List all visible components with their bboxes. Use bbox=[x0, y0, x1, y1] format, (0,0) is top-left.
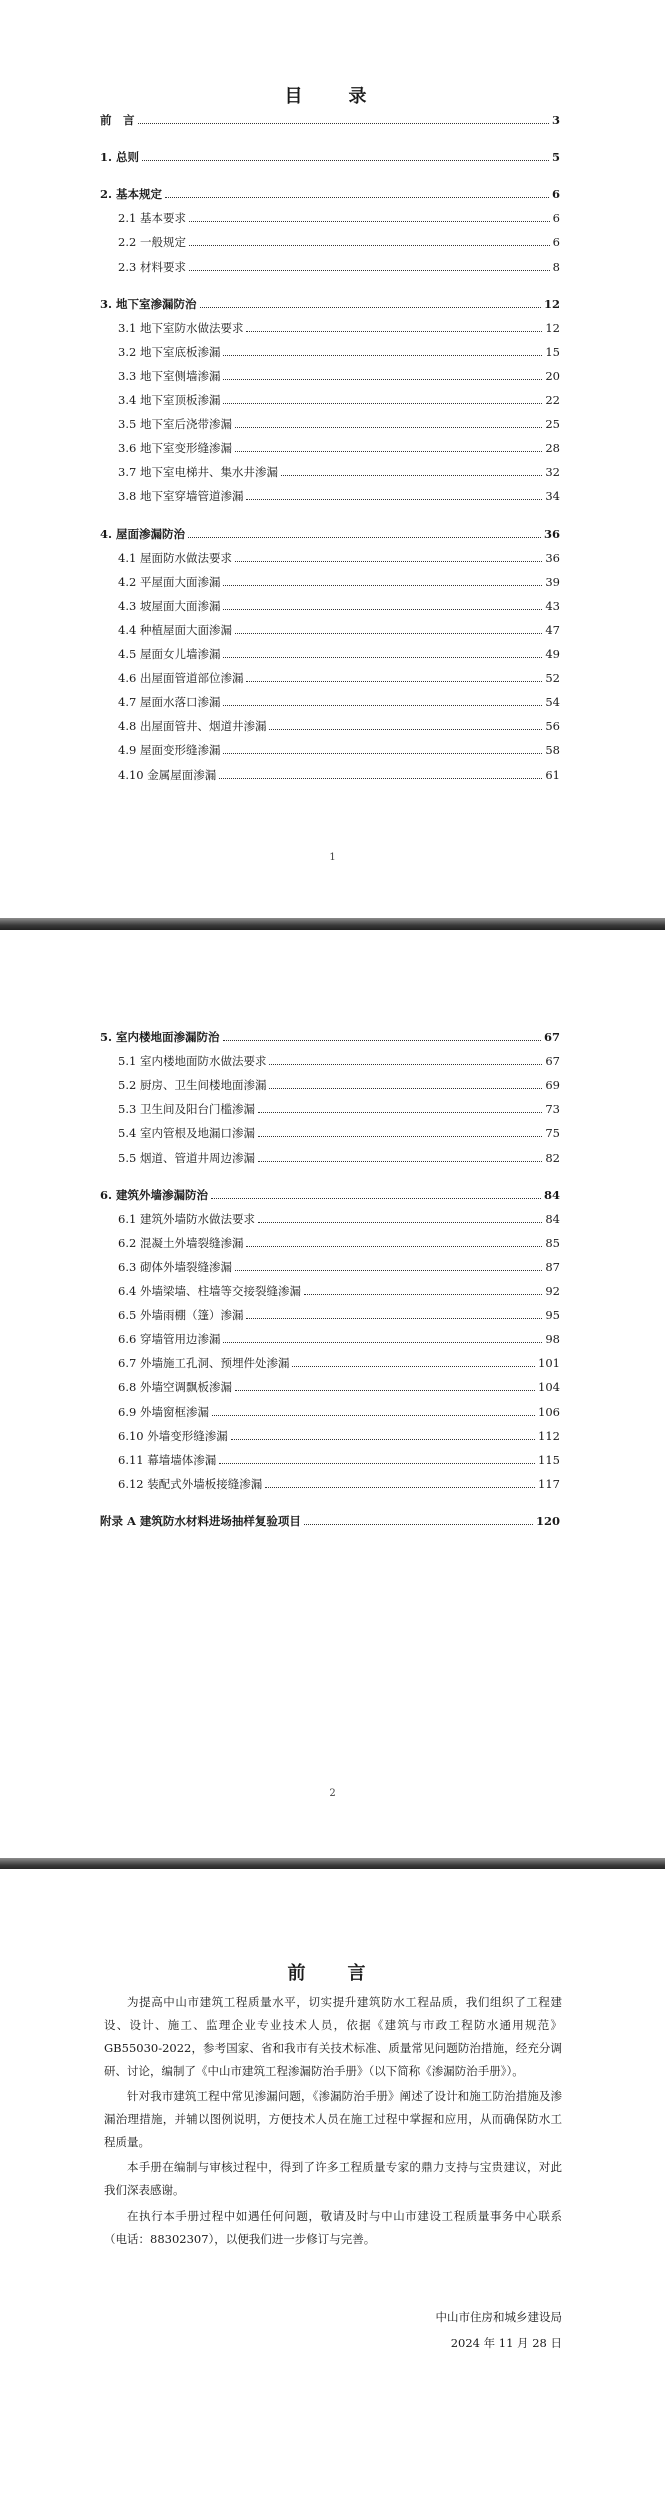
toc-leader-dots bbox=[223, 609, 542, 610]
toc-leader-dots bbox=[235, 427, 542, 428]
toc-entry-page: 54 bbox=[545, 695, 560, 710]
toc-entry[interactable] bbox=[118, 392, 560, 408]
toc-entry[interactable] bbox=[118, 670, 560, 686]
toc-entry-label: 6.3 砌体外墙裂缝渗漏 bbox=[118, 1259, 232, 1274]
toc-entry-page: 6 bbox=[551, 187, 560, 202]
toc-leader-dots bbox=[223, 753, 542, 754]
toc-entry[interactable] bbox=[100, 1187, 560, 1203]
toc-entry[interactable] bbox=[118, 259, 560, 275]
toc-entry-page: 73 bbox=[545, 1102, 560, 1117]
page-number: 1 bbox=[329, 852, 336, 863]
toc-entry[interactable] bbox=[118, 1053, 560, 1069]
toc-leader-dots bbox=[258, 1112, 542, 1113]
toc-entry-page: 8 bbox=[552, 259, 560, 274]
toc-entry-label: 5.5 烟道、管道井周边渗漏 bbox=[118, 1150, 255, 1165]
toc-entry-label: 4.7 屋面水落口渗漏 bbox=[118, 695, 221, 710]
toc-entry-page: 61 bbox=[545, 767, 560, 782]
toc-entry[interactable] bbox=[118, 574, 560, 590]
toc-entry-page: 120 bbox=[535, 1513, 560, 1528]
toc-entry-page: 12 bbox=[543, 296, 560, 311]
toc-entry-label: 6.5 外墙雨棚（篷）渗漏 bbox=[118, 1308, 244, 1323]
preface-paragraph-2: 针对我市建筑工程中常见渗漏问题，《渗漏防治手册》阐述了设计和施工防治措施及渗漏治理措施，并辅以图例说明，方便技术人员在施工过程中掌握和应用，从而确保防水工程质量。 bbox=[104, 2089, 562, 2149]
toc-entry[interactable] bbox=[118, 767, 560, 783]
toc-leader-dots bbox=[235, 561, 542, 562]
toc-entry-label: 4.5 屋面女儿墙渗漏 bbox=[118, 647, 221, 661]
toc-leader-dots bbox=[304, 1294, 542, 1295]
toc-entry[interactable] bbox=[118, 1150, 560, 1166]
toc-entry[interactable] bbox=[118, 1331, 560, 1347]
toc-entry-label: 6. 建筑外墙渗漏防治 bbox=[100, 1187, 209, 1202]
toc-leader-dots bbox=[212, 1415, 535, 1416]
toc-entry-label: 3.6 地下室变形缝渗漏 bbox=[118, 441, 232, 456]
page-number: 2 bbox=[329, 1788, 336, 1799]
toc-leader-dots bbox=[265, 1487, 535, 1488]
toc-entry-label: 2.3 材料要求 bbox=[118, 259, 186, 274]
toc-entry-page: 32 bbox=[545, 465, 560, 480]
toc-leader-dots bbox=[189, 270, 550, 271]
toc-entry[interactable] bbox=[118, 1452, 560, 1468]
toc-entry-page: 67 bbox=[543, 1030, 560, 1044]
toc-leader-dots bbox=[223, 1342, 542, 1343]
toc-entry-label: 3.2 地下室底板渗漏 bbox=[118, 344, 221, 359]
toc-entry-label: 4.2 平屋面大面渗漏 bbox=[118, 574, 221, 589]
toc-entry-label: 6.7 外墙施工孔洞、预埋件处渗漏 bbox=[118, 1356, 290, 1371]
toc-entry-page: 34 bbox=[545, 489, 560, 504]
preface-page bbox=[0, 1869, 665, 2507]
toc-entry[interactable] bbox=[100, 526, 560, 542]
toc-entry[interactable] bbox=[118, 622, 560, 638]
toc-leader-dots bbox=[223, 1040, 541, 1041]
toc-entry[interactable] bbox=[100, 1513, 560, 1529]
toc-title: 目 录 bbox=[284, 86, 381, 107]
toc-entry[interactable] bbox=[118, 368, 560, 384]
toc-leader-dots bbox=[235, 1390, 535, 1391]
toc-entry-page: 95 bbox=[545, 1308, 560, 1323]
preface-title: 前 言 bbox=[287, 1963, 378, 1984]
toc-entry-page: 20 bbox=[545, 368, 560, 383]
toc-leader-dots bbox=[246, 499, 542, 500]
toc-entry[interactable] bbox=[118, 210, 560, 226]
toc-leader-dots bbox=[235, 1270, 542, 1271]
toc-leader-dots bbox=[235, 633, 542, 634]
toc-entry-label: 6.6 穿墙管用边渗漏 bbox=[118, 1332, 221, 1347]
toc-entry[interactable] bbox=[118, 344, 560, 360]
toc-leader-dots bbox=[211, 1198, 541, 1199]
toc-entry[interactable] bbox=[118, 440, 560, 456]
toc-entry[interactable] bbox=[100, 149, 560, 165]
toc-entry[interactable] bbox=[118, 464, 560, 480]
toc-entry-page: 36 bbox=[545, 550, 560, 565]
toc-entry-label: 6.12 装配式外墙板接缝渗漏 bbox=[118, 1476, 263, 1491]
preface-paragraph-3: 本手册在编制与审核过程中，得到了许多工程质量专家的鼎力支持与宝贵建议，对此我们深表感谢。 bbox=[104, 2160, 562, 2197]
toc-entry-label: 3.8 地下室穿墙管道渗漏 bbox=[118, 489, 244, 504]
toc-entry-label: 4.3 坡屋面大面渗漏 bbox=[118, 598, 221, 613]
toc-entry-page: 49 bbox=[545, 647, 560, 661]
toc-entry-page: 22 bbox=[545, 393, 560, 407]
toc-entry[interactable] bbox=[118, 1101, 560, 1117]
toc-entry[interactable] bbox=[118, 1211, 560, 1227]
toc-entry-label: 附录 A 建筑防水材料进场抽样复验项目 bbox=[100, 1513, 301, 1528]
toc-leader-dots bbox=[269, 1064, 542, 1065]
toc-entry-label: 3.7 地下室电梯井、集水井渗漏 bbox=[118, 465, 278, 480]
toc-entry-page: 106 bbox=[538, 1404, 560, 1419]
toc-entry[interactable] bbox=[118, 718, 560, 734]
toc-entry-page: 28 bbox=[545, 441, 560, 456]
page-separator bbox=[0, 918, 665, 930]
toc-entry-label: 4.1 屋面防水做法要求 bbox=[118, 550, 232, 565]
toc-entry-label: 6.2 混凝土外墙裂缝渗漏 bbox=[118, 1235, 244, 1250]
toc-entry-page: 52 bbox=[545, 671, 560, 686]
toc-entry-page: 82 bbox=[545, 1150, 560, 1165]
toc-leader-dots bbox=[246, 1318, 542, 1319]
toc-entry-page: 3 bbox=[551, 113, 560, 127]
toc-entry-page: 12 bbox=[545, 320, 560, 335]
toc-page-1 bbox=[0, 0, 665, 918]
toc-leader-dots bbox=[246, 1246, 542, 1247]
toc-leader-dots bbox=[304, 1524, 533, 1525]
toc-leader-dots bbox=[235, 451, 542, 452]
toc-entry-page: 6 bbox=[552, 211, 560, 226]
preface-issuer: 中山市住房和城乡建设局 bbox=[435, 2310, 562, 2324]
toc-leader-dots bbox=[258, 1222, 542, 1223]
toc-entry-page: 101 bbox=[538, 1356, 560, 1371]
toc-entry[interactable] bbox=[100, 186, 560, 202]
toc-entry-label: 4.6 出屋面管道部位渗漏 bbox=[118, 671, 244, 686]
toc-entry-page: 39 bbox=[545, 574, 560, 589]
toc-leader-dots bbox=[231, 1439, 535, 1440]
toc-entry[interactable] bbox=[118, 694, 560, 710]
toc-leader-dots bbox=[269, 729, 542, 730]
toc-entry-page: 75 bbox=[545, 1126, 560, 1141]
toc-entry[interactable] bbox=[118, 1355, 560, 1371]
toc-entry[interactable] bbox=[118, 1077, 560, 1093]
toc-entry-page: 43 bbox=[545, 598, 560, 613]
toc-leader-dots bbox=[219, 778, 542, 779]
toc-entry-page: 36 bbox=[543, 526, 560, 541]
toc-entry[interactable] bbox=[100, 1029, 560, 1045]
toc-page-2 bbox=[0, 930, 665, 1858]
toc-entry[interactable] bbox=[118, 416, 560, 432]
toc-entry[interactable] bbox=[118, 646, 560, 662]
toc-entry[interactable] bbox=[118, 550, 560, 566]
toc-leader-dots bbox=[281, 475, 542, 476]
toc-entry[interactable] bbox=[118, 1476, 560, 1492]
toc-entry-page: 104 bbox=[538, 1380, 560, 1395]
toc-entry-label: 前 言 bbox=[100, 113, 135, 127]
toc-entry[interactable] bbox=[100, 112, 560, 128]
toc-entry-label: 5.2 厨房、卫生间楼地面渗漏 bbox=[118, 1078, 267, 1093]
toc-leader-dots bbox=[269, 1088, 542, 1089]
toc-entry-label: 4.9 屋面变形缝渗漏 bbox=[118, 743, 221, 758]
toc-entry[interactable] bbox=[118, 320, 560, 336]
toc-leader-dots bbox=[189, 245, 550, 246]
toc-entry-label: 5.3 卫生间及阳台门槛渗漏 bbox=[118, 1102, 255, 1117]
toc-entry[interactable] bbox=[118, 234, 560, 250]
preface-date: 2024 年 11 月 28 日 bbox=[450, 2336, 562, 2350]
toc-entry-label: 3.5 地下室后浇带渗漏 bbox=[118, 417, 232, 432]
preface-paragraph-4: 在执行本手册过程中如遇任何问题，敬请及时与中山市建设工程质量事务中心联系（电话：88302307），以便我们进一步修订与完善。 bbox=[104, 2209, 562, 2246]
toc-entry-label: 3.1 地下室防水做法要求 bbox=[118, 320, 244, 335]
toc-entry-label: 2.2 一般规定 bbox=[118, 235, 186, 250]
toc-entry-page: 56 bbox=[545, 719, 560, 734]
toc-leader-dots bbox=[258, 1136, 542, 1137]
toc-entry-page: 84 bbox=[545, 1211, 560, 1226]
toc-entry-page: 92 bbox=[545, 1284, 560, 1298]
toc-entry-label: 4. 屋面渗漏防治 bbox=[100, 526, 186, 541]
toc-entry-page: 87 bbox=[545, 1259, 560, 1274]
toc-entry-page: 67 bbox=[545, 1054, 560, 1069]
toc-entry[interactable] bbox=[118, 1428, 560, 1444]
toc-entry-label: 5.1 室内楼地面防水做法要求 bbox=[118, 1054, 267, 1069]
toc-entry-label: 6.4 外墙梁墙、柱墙等交接裂缝渗漏 bbox=[118, 1284, 301, 1298]
toc-entry-label: 6.8 外墙空调飘板渗漏 bbox=[118, 1380, 232, 1395]
toc-entry-label: 1. 总则 bbox=[100, 150, 140, 165]
toc-entry-label: 3. 地下室渗漏防治 bbox=[100, 296, 197, 311]
preface-paragraph-1: 为提高中山市建筑工程质量水平，切实提升建筑防水工程品质，我们组织了工程建设、设计、施工、监理企业专业技术人员，依据《建筑与市政工程防水通用规范》GB55030-2022，参考国家、省和我市有关技术标准、质量常见问题防治措施，经充分调研、讨论，编制了《中山市建筑工程渗漏防治手册》（以下简称《渗漏防治手册》）。 bbox=[104, 1995, 562, 2078]
toc-leader-dots bbox=[223, 585, 542, 586]
toc-entry-page: 115 bbox=[538, 1452, 560, 1467]
toc-leader-dots bbox=[258, 1161, 542, 1162]
toc-entry-label: 2.1 基本要求 bbox=[118, 211, 186, 226]
toc-entry-label: 3.4 地下室顶板渗漏 bbox=[118, 393, 221, 407]
toc-entry[interactable] bbox=[118, 1283, 560, 1299]
toc-entry[interactable] bbox=[118, 598, 560, 614]
toc-entry-page: 25 bbox=[545, 417, 560, 432]
toc-leader-dots bbox=[246, 681, 542, 682]
toc-leader-dots bbox=[219, 1463, 535, 1464]
toc-entry-page: 58 bbox=[545, 743, 560, 758]
toc-leader-dots bbox=[188, 537, 541, 538]
toc-entry-label: 5. 室内楼地面渗漏防治 bbox=[100, 1030, 220, 1044]
toc-entry[interactable] bbox=[118, 1235, 560, 1251]
toc-entry[interactable] bbox=[118, 1307, 560, 1323]
toc-entry-page: 112 bbox=[538, 1428, 560, 1443]
toc-entry-page: 84 bbox=[543, 1187, 560, 1202]
toc-entry-page: 117 bbox=[538, 1476, 560, 1491]
toc-entry-label: 3.3 地下室侧墙渗漏 bbox=[118, 368, 221, 383]
toc-leader-dots bbox=[223, 403, 542, 404]
toc-entry[interactable] bbox=[118, 1404, 560, 1420]
toc-entry-page: 47 bbox=[545, 622, 560, 637]
toc-leader-dots bbox=[165, 197, 549, 198]
toc-entry-page: 5 bbox=[551, 150, 560, 165]
toc-entry-page: 85 bbox=[545, 1235, 560, 1250]
toc-leader-dots bbox=[138, 123, 549, 124]
toc-entry-page: 69 bbox=[545, 1078, 560, 1093]
toc-entry[interactable] bbox=[118, 1259, 560, 1275]
toc-leader-dots bbox=[223, 657, 542, 658]
toc-leader-dots bbox=[246, 331, 542, 332]
toc-entry[interactable] bbox=[118, 488, 560, 504]
toc-entry-label: 6.9 外墙窗框渗漏 bbox=[118, 1404, 209, 1419]
toc-leader-dots bbox=[223, 705, 542, 706]
toc-leader-dots bbox=[142, 160, 549, 161]
toc-entry-label: 5.4 室内管根及地漏口渗漏 bbox=[118, 1126, 255, 1141]
toc-entry[interactable] bbox=[118, 742, 560, 758]
toc-entry-label: 6.10 外墙变形缝渗漏 bbox=[118, 1428, 228, 1443]
toc-entry-label: 4.4 种植屋面大面渗漏 bbox=[118, 622, 232, 637]
toc-entry[interactable] bbox=[100, 296, 560, 312]
toc-entry-label: 4.10 金属屋面渗漏 bbox=[118, 767, 217, 782]
toc-entry-page: 6 bbox=[552, 235, 560, 250]
toc-entry-label: 2. 基本规定 bbox=[100, 187, 163, 202]
toc-leader-dots bbox=[189, 221, 550, 222]
toc-entry-page: 15 bbox=[545, 344, 560, 359]
toc-entry-label: 4.8 出屋面管井、烟道井渗漏 bbox=[118, 719, 267, 734]
toc-entry[interactable] bbox=[118, 1125, 560, 1141]
toc-entry-page: 98 bbox=[545, 1332, 560, 1347]
toc-entry-label: 6.11 幕墙墙体渗漏 bbox=[118, 1452, 217, 1467]
toc-entry-label: 6.1 建筑外墙防水做法要求 bbox=[118, 1211, 255, 1226]
toc-entry[interactable] bbox=[118, 1379, 560, 1395]
toc-leader-dots bbox=[223, 379, 542, 380]
toc-leader-dots bbox=[292, 1366, 535, 1367]
toc-leader-dots bbox=[223, 355, 542, 356]
toc-leader-dots bbox=[200, 307, 541, 308]
